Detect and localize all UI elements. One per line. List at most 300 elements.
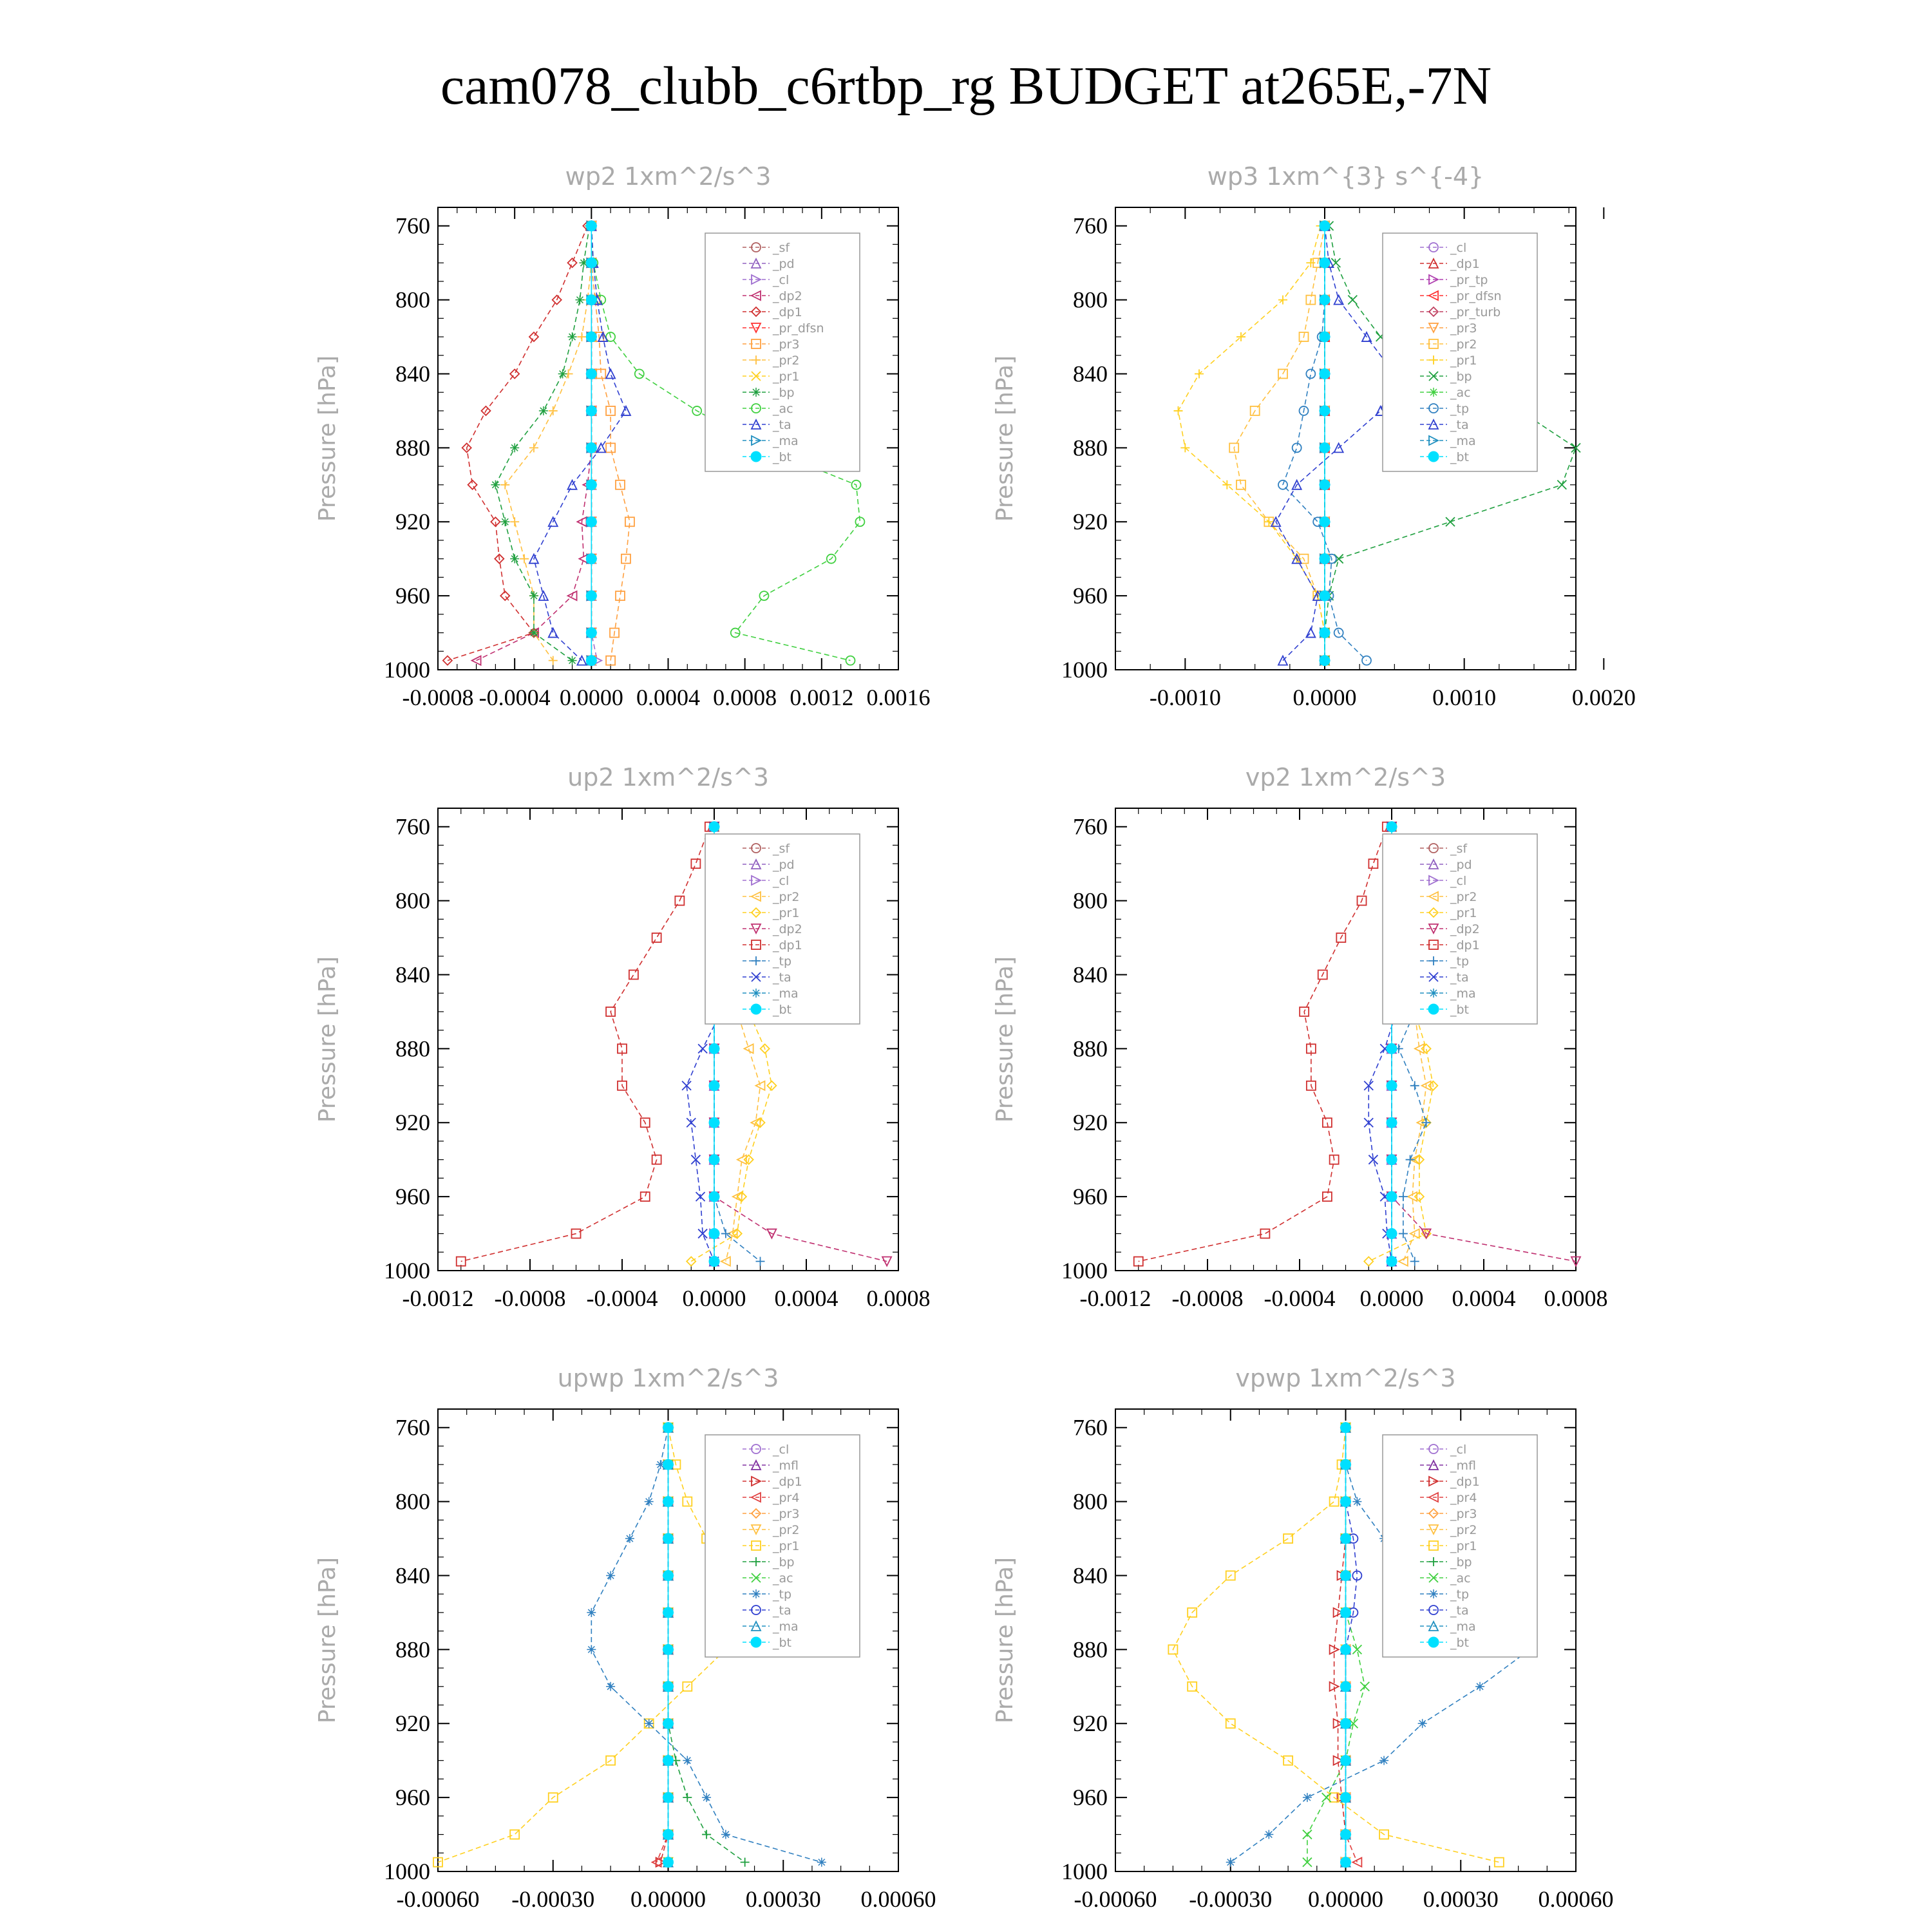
legend-label: _pr1 [773,370,800,384]
data-point [510,369,519,378]
data-point [586,480,596,490]
legend-label: _ta [1450,1604,1469,1618]
legend-marker [752,1589,761,1598]
y-axis-label: Pressure [hPa] [314,355,341,522]
legend-label: _pr2 [773,354,800,368]
x-tick-label: -0.0010 [1149,685,1221,710]
legend-label: _dp1 [773,938,802,952]
y-tick-label: 880 [1073,1036,1108,1062]
x-tick-label: 0.0010 [1432,685,1497,710]
legend-label: _bp [773,1555,795,1569]
y-tick-label: 960 [395,1785,430,1811]
legend-label: _bp [1450,370,1472,384]
data-point [558,369,567,378]
data-point [663,1718,674,1728]
data-point [1341,1423,1351,1433]
data-point [568,258,577,267]
data-point [1306,369,1315,378]
legend-label: _pr1 [773,1539,800,1553]
data-point [663,1423,674,1433]
x-tick-label: -0.0012 [1079,1285,1151,1311]
data-point [586,406,596,416]
legend-label: _ac [773,402,793,416]
data-point [1399,1192,1408,1201]
y-axis-label: Pressure [hPa] [314,1557,341,1724]
y-tick-label: 920 [1073,1710,1108,1737]
x-tick-label: 0.0000 [682,1285,746,1311]
panel-title: up2 1xm^2/s^3 [567,763,769,791]
y-tick-label: 800 [395,287,430,313]
data-point [663,1830,674,1840]
y-tick-label: 800 [1073,287,1108,313]
x-tick-label: -0.0008 [494,1285,566,1311]
data-point [1341,1857,1351,1868]
data-point [1341,1533,1351,1544]
legend-label: _pr3 [773,1507,800,1521]
legend-label: _pr2 [1450,1523,1477,1537]
data-point [1306,258,1315,267]
data-point [687,1257,696,1266]
legend-label: _dp2 [1450,922,1480,936]
x-tick-label: 0.0012 [790,685,854,710]
x-tick-label: 0.00060 [1538,1886,1614,1912]
x-tick-label: 0.0004 [636,685,700,710]
data-point [1495,1858,1504,1867]
data-point [1387,1081,1397,1091]
data-point [606,369,615,378]
data-point [1320,628,1330,638]
legend-marker [1429,989,1438,998]
legend-label: _dp1 [773,305,802,319]
x-tick-label: 0.0000 [1293,685,1357,710]
data-point [1341,1792,1351,1803]
data-point [1320,656,1330,666]
data-point [529,591,538,600]
data-point [539,406,548,415]
y-tick-label: 960 [1073,1785,1108,1811]
x-tick-label: 0.0004 [774,1285,838,1311]
data-point [1422,1044,1431,1053]
x-tick-label: -0.0004 [586,1285,658,1311]
y-tick-label: 760 [1073,1414,1108,1441]
legend-label: _ac [1450,1571,1471,1586]
chart-panel-2 [992,162,1636,710]
data-point [1320,258,1330,268]
legend-label: _pr3 [773,337,800,352]
data-point [625,1534,634,1543]
data-point [596,443,605,452]
legend-label: _cl [1450,1443,1467,1457]
data-point [1387,1191,1397,1202]
data-point [586,516,596,527]
y-tick-label: 840 [1073,361,1108,387]
data-point [663,1756,674,1766]
legend-label: _bt [1450,1636,1470,1650]
data-point [1320,221,1330,231]
data-point [491,480,500,489]
x-tick-label: 0.0008 [866,1285,931,1311]
legend-marker [1429,388,1438,397]
data-point [663,1644,674,1654]
data-point [1410,1257,1419,1266]
legend-marker [752,388,761,397]
y-axis-label: Pressure [hPa] [992,956,1018,1123]
data-point [586,442,596,453]
y-axis-label: Pressure [hPa] [992,355,1018,522]
data-point [709,1256,719,1267]
data-point [1303,1793,1312,1802]
y-tick-label: 800 [395,1488,430,1515]
legend-label: _bt [1450,1003,1470,1017]
data-point [577,332,586,341]
legend-label: _sf [773,241,790,255]
y-tick-label: 880 [395,1036,430,1062]
legend-marker [751,451,761,462]
legend-label: _bp [773,386,795,400]
chart-panel-6 [992,1364,1614,1912]
data-point [709,1191,719,1202]
data-point [691,859,700,868]
legend-label: _ta [1450,971,1469,985]
y-tick-label: 1000 [1061,1258,1108,1283]
data-point [1418,1719,1427,1728]
y-tick-label: 1000 [384,1859,430,1884]
data-point [1387,1043,1397,1054]
data-point [1406,1155,1415,1164]
data-point [702,1830,711,1839]
data-point [586,221,596,231]
y-tick-label: 840 [1073,1562,1108,1589]
legend-label: _pd [1450,858,1472,872]
data-point [663,1533,674,1544]
legend-label: _dp1 [1450,1475,1480,1489]
legend-label: _pr2 [773,890,800,904]
data-point [1352,1497,1361,1506]
data-point [1387,1229,1397,1239]
x-tick-label: -0.00030 [511,1886,595,1912]
y-tick-label: 960 [395,1184,430,1210]
data-point [652,933,661,942]
legend-label: _tp [1450,402,1470,416]
data-point [1341,1756,1351,1766]
y-tick-label: 960 [1073,1184,1108,1210]
legend-label: _pd [773,858,795,872]
series-line [1307,1428,1365,1862]
legend-label: _tp [1450,1587,1470,1602]
x-tick-label: -0.00030 [1189,1886,1273,1912]
series-line [448,226,587,661]
data-point [663,1459,674,1470]
legend-label: _sf [773,842,790,856]
data-point [1341,1497,1351,1507]
data-point [683,1793,692,1802]
legend-label: _bp [1450,1555,1472,1569]
data-point [1364,1118,1373,1127]
y-tick-label: 960 [1073,583,1108,609]
data-point [721,1830,730,1839]
x-tick-label: 0.0016 [866,685,931,710]
legend-label: _ta [773,418,791,432]
y-tick-label: 840 [395,1562,430,1589]
data-point [1348,296,1357,305]
legend-label: _tp [1450,954,1470,969]
legend-label: _bt [773,1003,792,1017]
x-tick-label: 0.0020 [1571,685,1636,710]
series-line [461,827,710,1262]
data-point [587,1645,596,1654]
data-point [698,1044,707,1053]
series-line [1179,226,1325,661]
y-tick-label: 1000 [1061,1859,1108,1884]
y-axis-label: Pressure [hPa] [314,956,341,1123]
panel-title: vp2 1xm^2/s^3 [1245,763,1446,791]
y-tick-label: 840 [1073,961,1108,988]
data-point [586,628,596,638]
panel-title: wp2 1xm^2/s^3 [565,162,772,191]
legend-label: _pr_dfsn [773,321,824,336]
legend-label: _ma [1450,434,1476,448]
data-point [1341,1718,1351,1728]
legend-marker [752,989,761,998]
data-point [1341,1459,1351,1470]
legend-marker [1428,451,1439,462]
panel-title: wp3 1xm^{3} s^{-4} [1207,162,1484,191]
legend-label: _dp1 [773,1475,802,1489]
legend-marker [751,1004,761,1014]
chart-panel-3 [314,763,931,1311]
data-point [1320,442,1330,453]
data-point [645,1497,654,1506]
legend-label: _tp [773,954,792,969]
data-point [663,1497,674,1507]
data-point [1387,1117,1397,1128]
x-tick-label: 0.00030 [1423,1886,1499,1912]
data-point [1387,822,1397,832]
data-point [1360,1682,1369,1691]
data-point [586,368,596,379]
data-point [606,1682,615,1691]
data-point [1368,859,1378,868]
legend-label: _pd [773,257,795,271]
data-point [1446,517,1455,526]
y-tick-label: 800 [1073,1488,1108,1515]
data-point [529,629,538,638]
data-point [500,517,509,526]
data-point [1320,591,1330,601]
legend-label: _pr_dfsn [1450,289,1502,303]
data-point [529,332,538,341]
data-point [1195,369,1204,378]
panel-title: upwp 1xm^2/s^3 [557,1364,779,1392]
x-tick-label: -0.0012 [402,1285,474,1311]
legend-label: _mfl [773,1459,799,1473]
data-point [520,554,529,564]
data-point [510,517,519,526]
legend-label: _dp2 [773,922,802,936]
data-point [663,1570,674,1580]
legend-label: _tp [773,1587,792,1602]
data-point [1264,1830,1273,1839]
data-point [586,656,596,666]
y-tick-label: 760 [1073,213,1108,239]
legend-marker [1429,1589,1438,1598]
legend-label: _pr1 [1450,354,1477,368]
legend-label: _ta [1450,418,1469,432]
data-point [663,1857,674,1868]
data-point [709,1117,719,1128]
series-line [1139,827,1387,1262]
data-point [510,554,519,564]
data-point [741,1858,750,1867]
x-tick-label: 0.00000 [630,1886,706,1912]
x-tick-label: -0.0004 [1264,1285,1336,1311]
data-point [767,1081,776,1090]
page-title: cam078_clubb_c6rtbp_rg BUDGET at265E,-7N [440,56,1492,116]
data-point [702,1793,711,1802]
legend-label: _dp2 [773,289,802,303]
data-point [663,1681,674,1692]
data-point [1278,296,1287,305]
data-point [586,258,596,268]
series-line [1276,226,1394,661]
data-point [575,296,584,305]
data-point [1320,406,1330,416]
y-tick-label: 920 [395,509,430,535]
series-dp1 [1134,822,1392,1266]
legend-label: _pr3 [1450,1507,1477,1521]
data-point [1557,480,1566,489]
series-line [438,1428,745,1862]
legend-marker [1428,1637,1439,1647]
data-point [587,1608,596,1617]
data-point [709,1043,719,1054]
data-point [1260,1229,1269,1238]
x-tick-label: 0.00000 [1308,1886,1383,1912]
data-point [629,970,638,979]
data-point [1352,1645,1361,1654]
legend-label: _pr1 [1450,906,1477,920]
series-dp1 [457,822,714,1266]
series-line [1234,226,1325,661]
data-point [1341,1830,1351,1840]
series-ta [1271,222,1399,665]
series-dp1 [443,222,592,665]
y-tick-label: 920 [1073,1110,1108,1136]
legend-label: _pr_tp [1450,273,1488,287]
data-point [1226,1858,1235,1867]
data-point [663,1607,674,1618]
x-tick-label: -0.00060 [396,1886,480,1912]
data-point [1306,296,1315,305]
legend-label: _ta [773,971,791,985]
series-line [505,226,591,661]
x-tick-label: 0.0008 [713,685,777,710]
data-point [1410,1081,1419,1090]
data-point [709,822,719,832]
legend-label: _mfl [1450,1459,1476,1473]
y-tick-label: 800 [1073,887,1108,914]
legend-label: _ma [773,434,799,448]
y-tick-label: 760 [1073,813,1108,840]
data-point [663,1792,674,1803]
chart-panel-1 [314,162,931,710]
legend-label: _bt [773,1636,792,1650]
data-point [1303,1830,1312,1839]
legend-label: _pr3 [1450,321,1477,336]
data-point [641,1192,650,1201]
data-point [586,332,596,342]
x-tick-label: 0.00060 [860,1886,936,1912]
legend-label: _ma [773,1620,799,1634]
legend-label: _cl [773,273,790,287]
y-tick-label: 880 [395,1636,430,1663]
y-tick-label: 960 [395,583,430,609]
data-point [696,1192,705,1201]
data-point [529,443,538,452]
data-point [1341,1570,1351,1580]
x-tick-label: 0.0004 [1452,1285,1516,1311]
y-tick-label: 840 [395,961,430,988]
legend-label: _pr2 [1450,337,1477,352]
legend-label: _cl [1450,241,1467,255]
y-tick-label: 1000 [384,1258,430,1283]
legend-label: _pr2 [773,1523,800,1537]
legend-label: _cl [773,1443,790,1457]
x-tick-label: 0.0008 [1544,1285,1608,1311]
y-tick-label: 800 [395,887,430,914]
y-tick-label: 760 [395,813,430,840]
legend-label: _ma [1450,987,1476,1001]
legend-label: _pr4 [1450,1491,1477,1505]
data-point [586,554,596,564]
legend-marker [1428,1004,1439,1014]
data-point [1320,368,1330,379]
y-axis-label: Pressure [hPa] [992,1557,1018,1724]
legend-label: _ma [1450,1620,1476,1634]
data-point [1399,1257,1408,1266]
data-point [1399,1229,1408,1238]
data-point [645,1719,654,1728]
data-point [568,656,577,665]
y-tick-label: 880 [1073,1636,1108,1663]
y-tick-label: 920 [1073,509,1108,535]
y-tick-label: 1000 [1061,657,1108,683]
legend-label: _ac [1450,386,1471,400]
data-point [709,1081,719,1091]
legend-label: _bt [1450,450,1470,464]
series-ac [1303,1423,1369,1867]
legend-label: _sf [1450,842,1468,856]
legend-marker [751,1637,761,1647]
data-point [510,443,519,452]
x-tick-label: 0.0000 [1359,1285,1424,1311]
legend-label: _ma [773,987,799,1001]
y-tick-label: 920 [395,1110,430,1136]
data-point [817,1858,826,1867]
data-point [1320,295,1330,305]
chart-panel-4 [992,763,1608,1311]
y-tick-label: 840 [395,361,430,387]
data-point [683,1756,692,1765]
data-point [1341,1607,1351,1618]
x-tick-label: -0.0008 [1171,1285,1244,1311]
data-point [606,1571,615,1580]
data-point [568,332,577,341]
series-pr1 [1174,222,1330,665]
y-tick-label: 880 [395,435,430,461]
data-point [549,406,558,415]
data-point [1364,1257,1373,1266]
